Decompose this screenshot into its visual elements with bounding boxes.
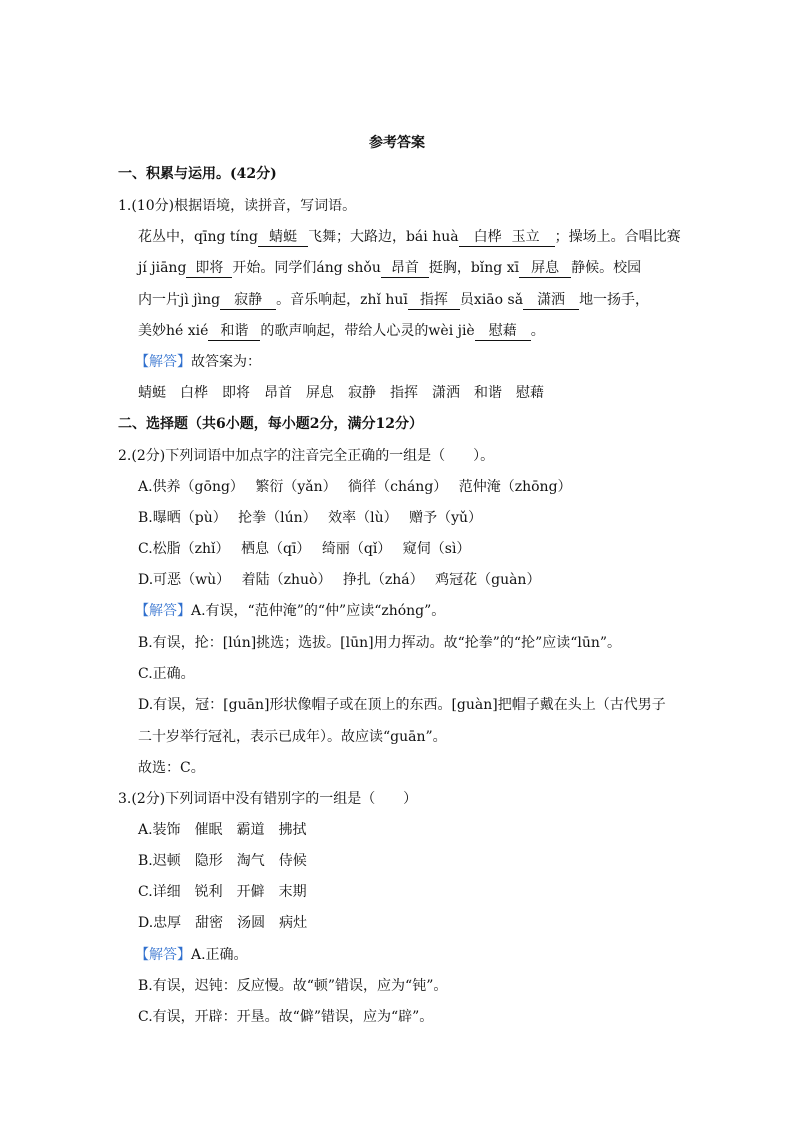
question-3-option-a: A.装饰 催眠 霸道 拂拭 <box>138 822 307 838</box>
section-1-heading: 一、积累与运用。(42分) <box>118 166 277 182</box>
passage-text: 美妙 <box>138 323 166 339</box>
question-1-passage-line <box>138 290 649 310</box>
answer-text: B.有误，抡：[lún]挑选；选拔。[lūn]用力挥动。故“抡拳”的“抡”应读“lūn”。 <box>138 635 622 651</box>
passage-text: 。音乐响起， <box>276 292 361 308</box>
pinyin: jì jìng <box>180 292 221 308</box>
pinyin: zhǐ huī <box>360 292 408 308</box>
question-3-option-c: C.详细 锐利 开僻 末期 <box>138 884 307 900</box>
question-2-option-c: C.松脂（zhǐ） 栖息（qī） 绮丽（qǐ） 窥伺（sì） <box>138 541 471 557</box>
pinyin: wèi jiè <box>428 323 475 339</box>
answer-blank: 指挥 <box>408 292 460 310</box>
passage-text: 挺胸， <box>428 260 471 276</box>
answer-blank: 慰藉 <box>475 323 531 341</box>
answer-word: 白桦 <box>473 229 502 245</box>
answer-blank: 寂静 <box>220 292 276 310</box>
question-3-stem: 3.(2分)下列词语中没有错别字的一组是（ ） <box>118 791 418 807</box>
question-3-option-b: B.迟顿 隐形 淘气 侍候 <box>138 853 307 869</box>
answer-word: 玉立 <box>511 229 540 245</box>
pinyin: hé xié <box>166 323 209 339</box>
question-2-stem: 2.(2分)下列词语中加点字的注音完全正确的一组是（ ）。 <box>118 448 495 464</box>
answer-text: D.有误，冠：[guān]形状像帽子或在顶上的东西。[guàn]把帽子戴在头上（古代男子 <box>138 697 666 713</box>
passage-text: 开始。同学们 <box>232 260 317 276</box>
answer-choice: 故选：C。 <box>138 760 205 776</box>
question-2-option-b: B.曝晒（pù） 抡拳（lún） 效率（lù） 赠予（yǔ） <box>138 510 482 526</box>
question-2-option-a: A.供养（gōng） 繁衍（yǎn） 徜徉（cháng） 范仲淹（zhōng） <box>138 479 572 495</box>
answer-blank: 和谐 <box>208 323 260 341</box>
passage-text: 花丛中， <box>138 229 194 245</box>
answer-tag: 【解答】 <box>135 354 191 370</box>
question-2-option-d: D.可恶（wù） 着陆（zhuò） 挣扎（zhá） 鸡冠花（guàn） <box>138 572 541 588</box>
pinyin: bǐng xī <box>470 260 520 276</box>
answer-blank <box>459 229 555 247</box>
answer-blank: 蜻蜓 <box>258 229 308 247</box>
passage-text: 员 <box>459 292 474 308</box>
question-3-option-d: D.忠厚 甜密 汤圆 病灶 <box>138 915 308 931</box>
pinyin: xiāo sǎ <box>473 292 524 308</box>
question-1-passage-line <box>138 258 641 278</box>
answer-text: A.正确。 <box>191 947 248 963</box>
question-1-passage-line <box>138 321 545 341</box>
answer-text: C.有误，开辟：开垦。故“僻”错误，应为“辟”。 <box>138 1009 434 1025</box>
answer-text: B.有误，迟钝：反应慢。故“顿”错误，应为“钝”。 <box>138 978 448 994</box>
answer-blank: 即将 <box>186 260 232 278</box>
question-1-stem: 1.(10分)根据语境，读拼音，写词语。 <box>118 198 357 214</box>
passage-text: 的歌声响起，带给人心灵的 <box>260 323 429 339</box>
answer-blank: 昂首 <box>381 260 429 278</box>
answer-tag: 【解答】 <box>135 947 191 963</box>
passage-text: 内一片 <box>138 292 180 308</box>
answer-blank: 潇洒 <box>523 292 579 310</box>
pinyin: jí jiāng <box>138 260 187 276</box>
page-title: 参考答案 <box>369 135 425 151</box>
answer-text: 二十岁举行冠礼，表示已成年）。故应读“guān”。 <box>138 729 447 745</box>
question-2-answer <box>135 601 445 621</box>
pinyin: áng shǒu <box>316 260 381 276</box>
pinyin: qīng tíng <box>194 229 258 245</box>
answer-tag: 【解答】 <box>135 603 191 619</box>
passage-text: 地一扬手， <box>579 292 650 308</box>
section-2-heading: 二、选择题（共6小题，每小题2分，满分12分） <box>118 416 423 432</box>
answer-text: C.正确。 <box>138 666 195 682</box>
passage-text: 静候。校园 <box>571 260 642 276</box>
passage-text: 。 <box>530 323 545 339</box>
answer-text: A.有误，“范仲淹”的“仲”应读“zhóng”。 <box>191 603 446 619</box>
question-1-answer <box>135 352 261 372</box>
pinyin: bái huà <box>405 229 459 245</box>
passage-text: ；操场上。合唱比赛 <box>554 229 681 245</box>
answer-intro: 故答案为： <box>191 354 261 370</box>
question-1-answer-words: 蜻蜓 白桦 即将 昂首 屏息 寂静 指挥 潇洒 和谐 慰藉 <box>138 385 544 401</box>
passage-text: 飞舞；大路边， <box>307 229 406 245</box>
answer-blank: 屏息 <box>519 260 571 278</box>
question-1-passage-line <box>138 227 681 247</box>
question-3-answer <box>135 945 248 965</box>
